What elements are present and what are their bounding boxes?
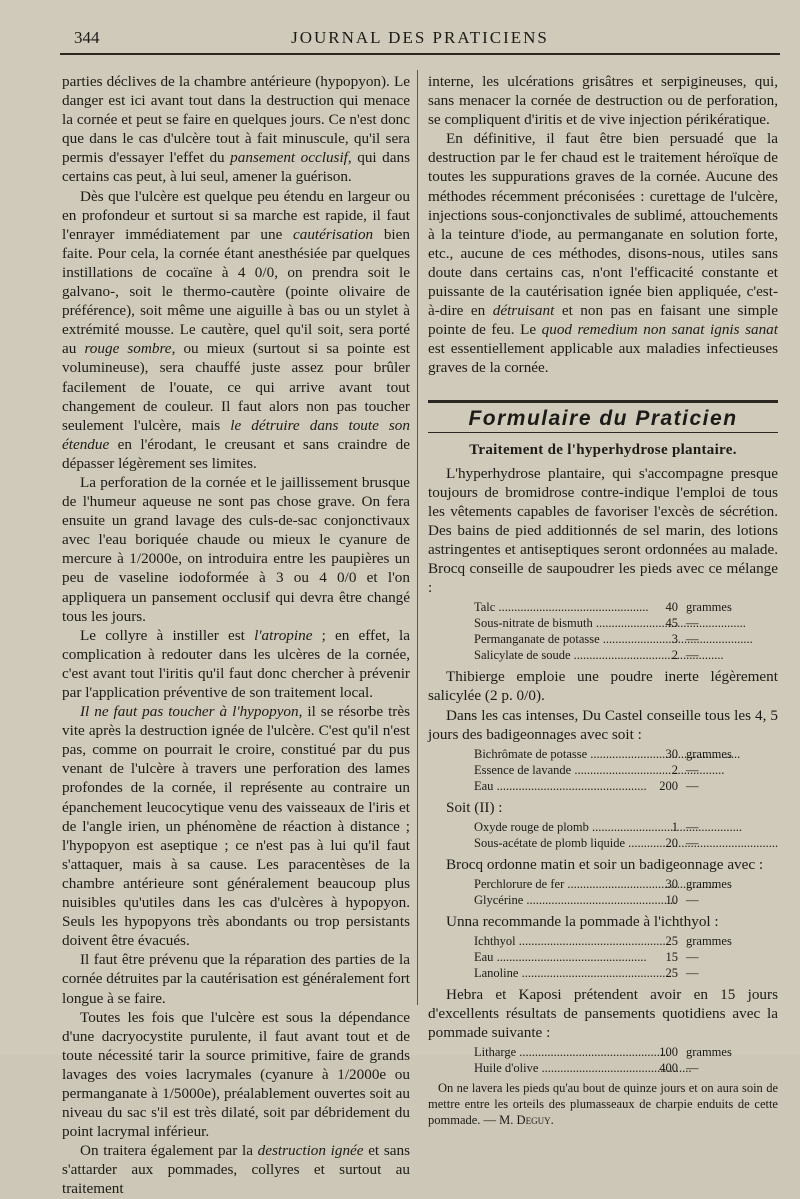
- ingredient-name: Bichrômate de potasse .....: [474, 746, 644, 762]
- ingredient-name: Perchlorure de fer .....: [474, 876, 644, 892]
- paragraph: Thibierge emploie une poudre inerte légèrement salicylée (2 p. 0/0).: [428, 668, 778, 705]
- left-column: [62, 72, 410, 1199]
- ingredient-name: Salicylate de soude .....: [474, 647, 644, 663]
- paragraph: Il faut être prévenu que la réparation des parties de la cornée détruites par la cautérisation est généralement fort longue à se faire.: [62, 951, 410, 1007]
- recipe-list: [474, 876, 778, 908]
- recipe-row: [474, 631, 778, 647]
- recipe-row: [474, 647, 778, 663]
- ingredient-unit: grammes: [686, 1045, 732, 1060]
- ingredient-unit: —: [686, 819, 699, 834]
- ingredient-name: Sous-nitrate de bismuth .....: [474, 615, 644, 631]
- ingredient-unit: —: [686, 1061, 699, 1076]
- ingredient-name: Glycérine .....: [474, 892, 644, 908]
- paragraph: Le collyre à instiller est l'atropine ; en effet, la complication à redouter dans les ulcères de la cornée, c'est avant tout l'iritis qu'il faut donc chercher à prévenir par l'application préventive de son traitement local.: [62, 626, 411, 701]
- ingredient-quantity: 15: [665, 950, 678, 964]
- paragraph: La perforation de la cornée et le jaillissement brusque de l'humeur aqueuse ne sont pas chose grave. On fera ensuite un grand lavage des culs-de-sac conjonctivaux avec l'eau boriquée chaude ou mieux le cyanure de mercure à 1/2000e, on introduira entre les paupières un peu de vaseline iodoformée à 3 ou 4 0/0 et l'on appliquera un pansement occlusif qui devra être changé tous les jours.: [62, 473, 410, 625]
- paragraph: Toutes les fois que l'ulcère est sous la dépendance d'une dacryocystite purulente, il faut avant tout et de toute nécessité tarir la source primitive, faire de grands lavages des voies lacrymales (cyanure à 1/2000e ou permanganate à 1/5000e), préalablement ouvertes soit au niveau du sac s'il est très dilaté, soit par débridement du point lacrymal inférieur.: [62, 1008, 410, 1141]
- ingredient-unit: grammes: [686, 600, 732, 615]
- ingredient-unit: grammes: [686, 876, 732, 891]
- ingredient-name: Talc .....: [474, 599, 644, 615]
- ingredient-quantity: 2: [671, 762, 678, 777]
- paragraph: Dès que l'ulcère est quelque peu étendu en largeur ou en profondeur et surtout si sa marche est rapide, il faut l'enrayer immédiatement par une cautérisation bien faite. Pour cela, la cornée étant anesthésiée par quelques instillations de cocaïne à 4 0/0, on prendra soit le galvano-, soit le thermo-cautère (pointe olivaire de préférence), soit même une aiguille à bas ou un stylet à extrémité mousse. Le cautère, quel qu'il soit, sera porté au rouge sombre, ou mieux (surtout si sa pointe est volumineuse), sera chauffé juste assez pour brûler facilement de l'ouate, ce qui arrive avant tout changement de couleur. Il faut alors non pas toucher seulement l'ulcère, mais le détruire dans toute son étendue en l'érodant, le creusant et sans craindre de dépasser légèrement ses limites.: [62, 187, 410, 472]
- subsection-title: Traitement de l'hyperhydrose plantaire.: [469, 441, 737, 458]
- ingredient-unit: —: [686, 892, 699, 907]
- paragraph: Brocq ordonne matin et soir un badigeonnage avec :: [446, 855, 764, 873]
- ingredient-unit: —: [686, 648, 699, 663]
- recipe-row: [474, 599, 778, 615]
- paragraph: Dans les cas intenses, Du Castel conseille tous les 4, 5 jours des badigeonnages avec soit :: [428, 706, 778, 743]
- recipe-row: [474, 892, 778, 908]
- ingredient-quantity: 25: [665, 934, 678, 948]
- recipe-list: [474, 599, 778, 663]
- recipe-row: [474, 965, 778, 981]
- paragraph: Il ne faut pas toucher à l'hypopyon, il se résorbe très vite après la destruction ignée de l'ulcère. C'est qu'il n'est pas, comme on pourrait le croire, constitué par du pus venant de l'ulcère à travers une perforation des lames profondes de la cornée, il représente au contraire un épanchement leucocytique venu des vaisseaux de l'iris et de l'angle irien, un phénomène de réaction à distance ; l'hypopyon est aseptique ; ce n'est pas à lui qu'il faut s'attaquer, mais à sa cause. Les paracentèses de la chambre antérieure sont généralement beaucoup plus nuisibles qu'utiles dans les cas d'ulcères à hypopyon. Seuls les hypopyons très abondants ou trop persistants doivent être évacués.: [62, 703, 410, 950]
- recipe-row: [474, 778, 778, 794]
- paragraph: Hebra et Kaposi prétendent avoir en 15 jours d'excellents résultats de pansements quotidiens avec la pommade suivante :: [428, 986, 778, 1042]
- ingredient-quantity: 10: [665, 892, 678, 907]
- ingredient-name: Eau .....: [474, 949, 644, 965]
- ingredient-unit: —: [686, 966, 699, 980]
- column-divider: [417, 70, 418, 1005]
- section-title: Formulaire du Praticien: [428, 400, 778, 433]
- journal-title: JOURNAL DES PRATICIENS: [291, 28, 549, 47]
- author-signature: Deguy.: [516, 1113, 554, 1128]
- recipe-row: [474, 1044, 778, 1060]
- paragraph: Soit (II) :: [446, 798, 503, 816]
- paragraph: interne, les ulcérations grisâtres et serpigineuses, qui, sans menacer la cornée de destruction ou de perforation, se compliquent d'iritis et de vive injection périkératique.: [428, 73, 778, 129]
- ingredient-quantity: 25: [665, 966, 678, 980]
- page-header: [60, 24, 780, 54]
- ingredient-unit: —: [686, 762, 699, 777]
- right-column: [428, 72, 778, 1128]
- recipe-list: [474, 819, 778, 851]
- paragraph: On traitera également par la destruction ignée et sans s'attarder aux pommades, collyres et surtout au traitement: [62, 1142, 410, 1198]
- ingredient-name: Lanoline .....: [474, 965, 644, 981]
- ingredient-name: Huile d'olive .....: [474, 1060, 644, 1076]
- recipe-row: [474, 876, 778, 892]
- ingredient-quantity: 3: [671, 632, 678, 647]
- recipe-row: [474, 949, 778, 965]
- ingredient-name: Eau .....: [474, 778, 644, 794]
- recipe-row: [474, 762, 778, 778]
- recipe-row: [474, 615, 778, 631]
- ingredient-quantity: 1: [671, 819, 678, 834]
- ingredient-quantity: 40: [665, 600, 678, 615]
- ingredient-quantity: 400: [659, 1061, 678, 1076]
- recipe-row: [474, 1060, 778, 1076]
- recipe-row: [474, 835, 778, 851]
- ingredient-name: Permanganate de potasse .....: [474, 631, 644, 647]
- recipe-list: [474, 933, 778, 981]
- ingredient-quantity: 200: [659, 778, 678, 793]
- ingredient-unit: —: [686, 778, 699, 793]
- recipe-row: [474, 746, 778, 762]
- ingredient-name: Ichthyol .....: [474, 933, 644, 949]
- recipe-list: [474, 1044, 778, 1076]
- recipe-row: [474, 819, 778, 835]
- recipe-row: [474, 933, 778, 949]
- paragraph: parties déclives de la chambre antérieure (hypopyon). Le danger est ici avant tout dans la destruction qui menace la cornée et peut se faire en quelques jours. Ce n'est donc que dans le cas d'ulcère tout à fait minuscule, qu'il sera permis d'essayer l'effet du pansement occlusif, qui dans certains cas peut, à lui seul, amener la guérison.: [62, 73, 411, 186]
- ingredient-quantity: 30: [665, 876, 678, 891]
- footnote: On ne lavera les pieds qu'au bout de quinze jours et on aura soin de mettre entre les orteils des plumasseaux de charpie enduits de cette pommade. — M. Deguy.: [428, 1081, 778, 1128]
- ingredient-name: Litharge .....: [474, 1044, 644, 1060]
- ingredient-unit: —: [686, 835, 699, 850]
- ingredient-quantity: 100: [659, 1045, 678, 1060]
- ingredient-unit: grammes: [686, 934, 732, 948]
- ingredient-unit: —: [686, 950, 699, 964]
- ingredient-unit: —: [686, 616, 699, 631]
- paragraph: L'hyperhydrose plantaire, qui s'accompagne presque toujours de bromidrose contre-indique l'emploi de tous les vêtements capables de favoriser l'excès de sécrétion. Des bains de pied additionnés de sel marin, des lotions astringentes et antiseptiques seront ordonnées au malade. Brocq conseille de saupoudrer les pieds avec ce mélange :: [428, 464, 778, 597]
- page-number: 344: [74, 28, 100, 47]
- ingredient-name: Oxyde rouge de plomb .....: [474, 819, 644, 835]
- ingredient-quantity: 2: [671, 648, 678, 663]
- ingredient-name: Sous-acétate de plomb liquide .....: [474, 835, 644, 851]
- ingredient-name: Essence de lavande .....: [474, 762, 644, 778]
- paragraph: Unna recommande la pommade à l'ichthyol :: [446, 912, 719, 930]
- paragraph: En définitive, il faut être bien persuadé que la destruction par le fer chaud est le traitement héroïque de toutes les suppurations graves de la cornée. Aucune des méthodes récemment préconisées : curettage de l'ulcère, injections sous-conjonctivales de sublimé, attouchements à la teinture d'iode, au permanganate en solution forte, etc., aucune de ces méthodes, disons-nous, utiles sans doute dans certains cas, n'ont l'efficacité constante et puissante de la cautérisation ignée bien appliquée, c'est-à-dire en détruisant et non pas en faisant une simple pointe de feu. Le quod remedium non sanat ignis sanat est essentiellement applicable aux maladies infectieuses graves de la cornée.: [428, 130, 779, 377]
- ingredient-unit: —: [686, 632, 699, 647]
- ingredient-unit: grammes: [686, 746, 732, 761]
- ingredient-quantity: 20: [665, 835, 678, 850]
- header-rule: [60, 53, 780, 55]
- ingredient-quantity: 30: [665, 746, 678, 761]
- ingredient-quantity: 45: [665, 616, 678, 631]
- recipe-list: [474, 746, 778, 794]
